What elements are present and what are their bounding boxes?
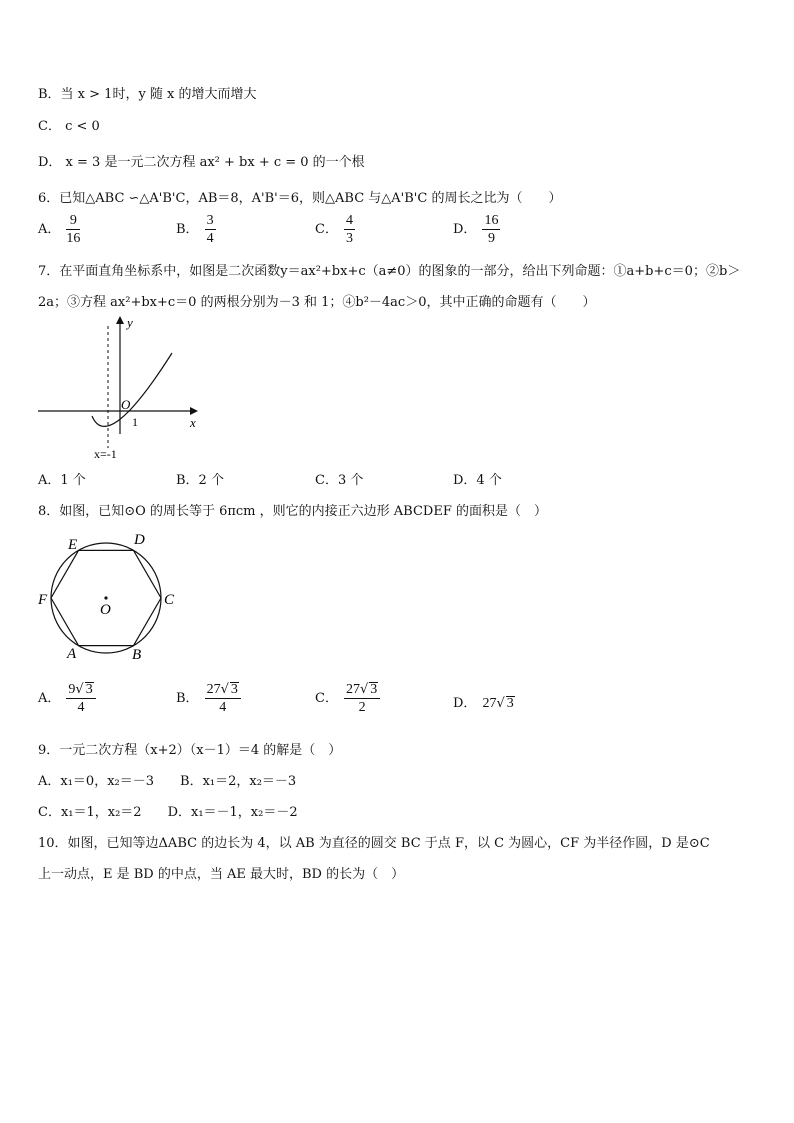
q8-option-b: B． $\frac{27√ 3}{4}$ (176, 681, 241, 716)
q6-option-a: A． $\frac{9}{16}$ (38, 213, 81, 246)
label-o: O (100, 602, 111, 618)
q6-option-b: B． $\frac{3}{4}$ (176, 213, 214, 246)
q8-hexagon-figure (30, 526, 190, 666)
y-label: y (127, 315, 133, 330)
label-e: E (68, 537, 78, 553)
q10-stem-line2: 上一动点，E 是 BD 的中点，当 AE 最大时，BD 的长为（ ） (38, 867, 405, 882)
center-point (104, 596, 107, 599)
q9-options-row1: A．x₁＝0，x₂＝－3 B．x₁＝2，x₂＝－3 (38, 774, 297, 789)
label-d: D (134, 532, 145, 548)
q5-option-b: B．当 x > 1时，y 随 x 的增大而增大 (38, 87, 257, 102)
q8-stem: 8．如图，已知⊙O 的周长等于 6πcm ，则它的内接正六边形 ABCDEF 的面积是（ ） (38, 504, 547, 519)
q6-stem: 6．已知△ABC ∽△A'B'C，AB＝8，A'B'＝6，则△ABC 与△A'B'C 的周长之比为（ ） (38, 191, 562, 206)
q6-option-d: D． $\frac{16}{9}$ (453, 213, 499, 246)
q7-option-d: D．4 个 (453, 473, 502, 488)
label-b: B (132, 647, 142, 663)
label-c: C (164, 592, 175, 608)
one-label: 1 (132, 415, 138, 429)
label-f: F (38, 592, 48, 608)
label-a: A (67, 646, 77, 662)
q8-option-a: A． $\frac{9√ 3}{4}$ (38, 681, 96, 716)
q7-option-a: A．1 个 (38, 473, 86, 488)
y-axis-arrow (116, 316, 124, 324)
axis-of-symmetry-label: x=-1 (94, 447, 117, 461)
q9-options-row2: C．x₁＝1，x₂＝2 D．x₁＝－1，x₂＝－2 (38, 805, 298, 820)
x-label: x (190, 415, 196, 430)
x-axis-arrow (190, 407, 198, 415)
q9-stem: 9．一元二次方程（x+2）（x－1）＝4 的解是（ ） (38, 743, 342, 758)
q7-option-b: B．2 个 (176, 473, 224, 488)
q5-option-d: D． x = 3 是一元二次方程 ax² + bx + c = 0 的一个根 (38, 155, 365, 170)
q7-stem-line2: 2a；③方程 ax²+bx+c＝0 的两根分别为－3 和 1；④b²－4ac＞0，其中正确的命题有（ ） (38, 295, 596, 310)
q6-option-c: C． $\frac{4}{3}$ (315, 213, 353, 246)
q7-option-c: C．3 个 (315, 473, 364, 488)
origin-label: O (121, 397, 131, 412)
q8-option-c: C． $\frac{27√ 3}{2}$ (315, 681, 380, 716)
q8-option-d: D． 27√ 3 (453, 696, 514, 711)
q5-option-c: C． c < 0 (38, 119, 100, 134)
q7-parabola-graph (30, 312, 210, 462)
q10-stem-line1: 10．如图，已知等边ΔABC 的边长为 4，以 AB 为直径的圆交 BC 于点 F，以 C 为圆心，CF 为半径作圆，D 是⊙C (38, 836, 710, 851)
q7-stem-line1: 7．在平面直角坐标系中，如图是二次函数y＝ax²+bx+c（a≠0）的图象的一部分，给出下列命题：①a+b+c＝0；②b＞ (38, 264, 741, 279)
